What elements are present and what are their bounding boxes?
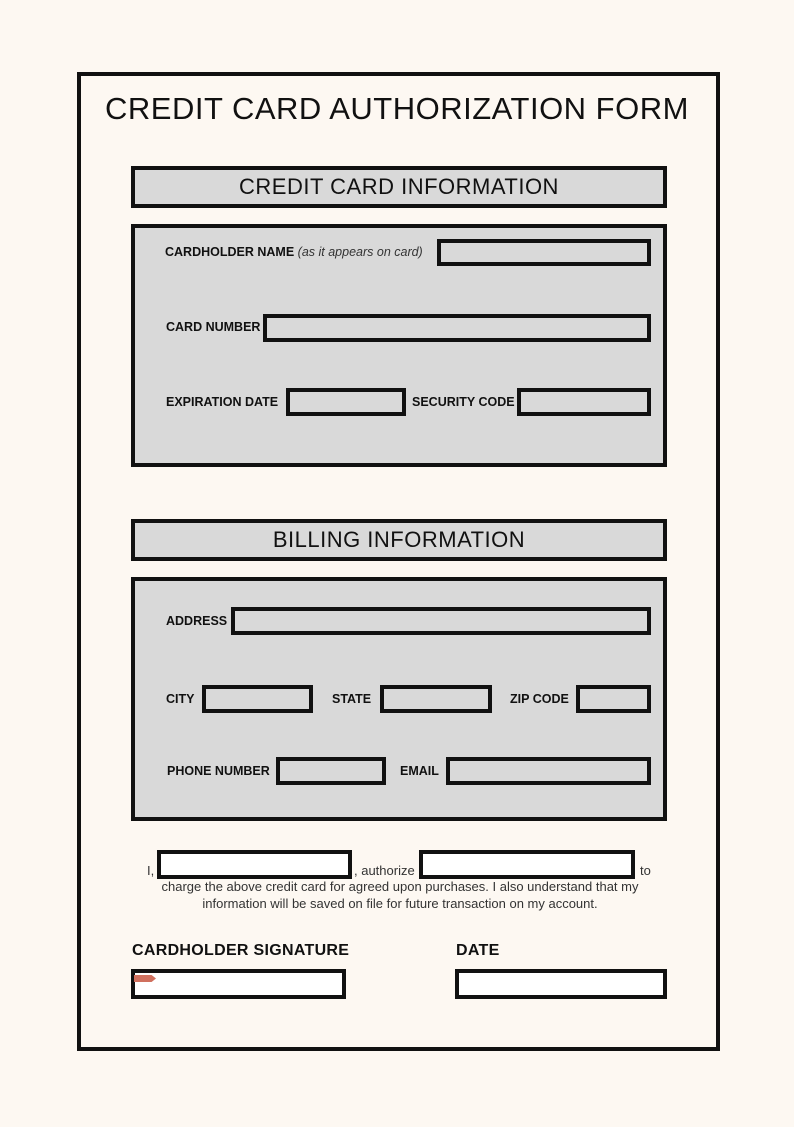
security-code-label: SECURITY CODE — [412, 395, 515, 409]
authorization-middle: , authorize — [354, 863, 415, 878]
form-title: CREDIT CARD AUTHORIZATION FORM — [105, 91, 689, 126]
authorization-prefix: I, — [147, 863, 155, 878]
credit-card-section-header: CREDIT CARD INFORMATION — [131, 166, 667, 208]
sign-here-marker-icon — [134, 975, 156, 982]
card-number-field[interactable] — [263, 314, 651, 342]
state-field[interactable] — [380, 685, 492, 713]
billing-section-header: BILLING INFORMATION — [131, 519, 667, 561]
state-label: STATE — [332, 692, 372, 706]
city-field[interactable] — [202, 685, 313, 713]
cardholder-signature-label: CARDHOLDER SIGNATURE — [132, 942, 350, 959]
expiration-date-label: EXPIRATION DATE — [166, 395, 279, 409]
expiration-date-field[interactable] — [286, 388, 406, 416]
address-field[interactable] — [231, 607, 651, 635]
authorization-suffix: to — [640, 863, 651, 878]
phone-number-label: PHONE NUMBER — [167, 764, 270, 778]
address-label: ADDRESS — [166, 614, 228, 628]
card-number-label: CARD NUMBER — [166, 320, 261, 334]
cardholder-name-hint: (as it appears on card) — [297, 245, 423, 259]
zip-code-field[interactable] — [576, 685, 651, 713]
city-label: CITY — [166, 692, 195, 706]
cardholder-name-field[interactable] — [437, 239, 651, 266]
cardholder-name-label: CARDHOLDER NAME (as it appears on card) — [165, 245, 423, 259]
phone-number-field[interactable] — [276, 757, 386, 785]
merchant-name-field[interactable] — [419, 850, 635, 879]
date-label: DATE — [456, 942, 500, 959]
security-code-field[interactable] — [517, 388, 651, 416]
email-label: EMAIL — [400, 764, 439, 778]
cardholder-signature-field[interactable] — [131, 969, 346, 999]
authorizer-name-field[interactable] — [157, 850, 352, 879]
email-field[interactable] — [446, 757, 651, 785]
date-field[interactable] — [455, 969, 667, 999]
zip-code-label: ZIP CODE — [510, 692, 569, 706]
authorization-statement: charge the above credit card for agreed upon purchases. I also understand that my information will be saved on file for future transaction on my account. — [161, 879, 639, 911]
